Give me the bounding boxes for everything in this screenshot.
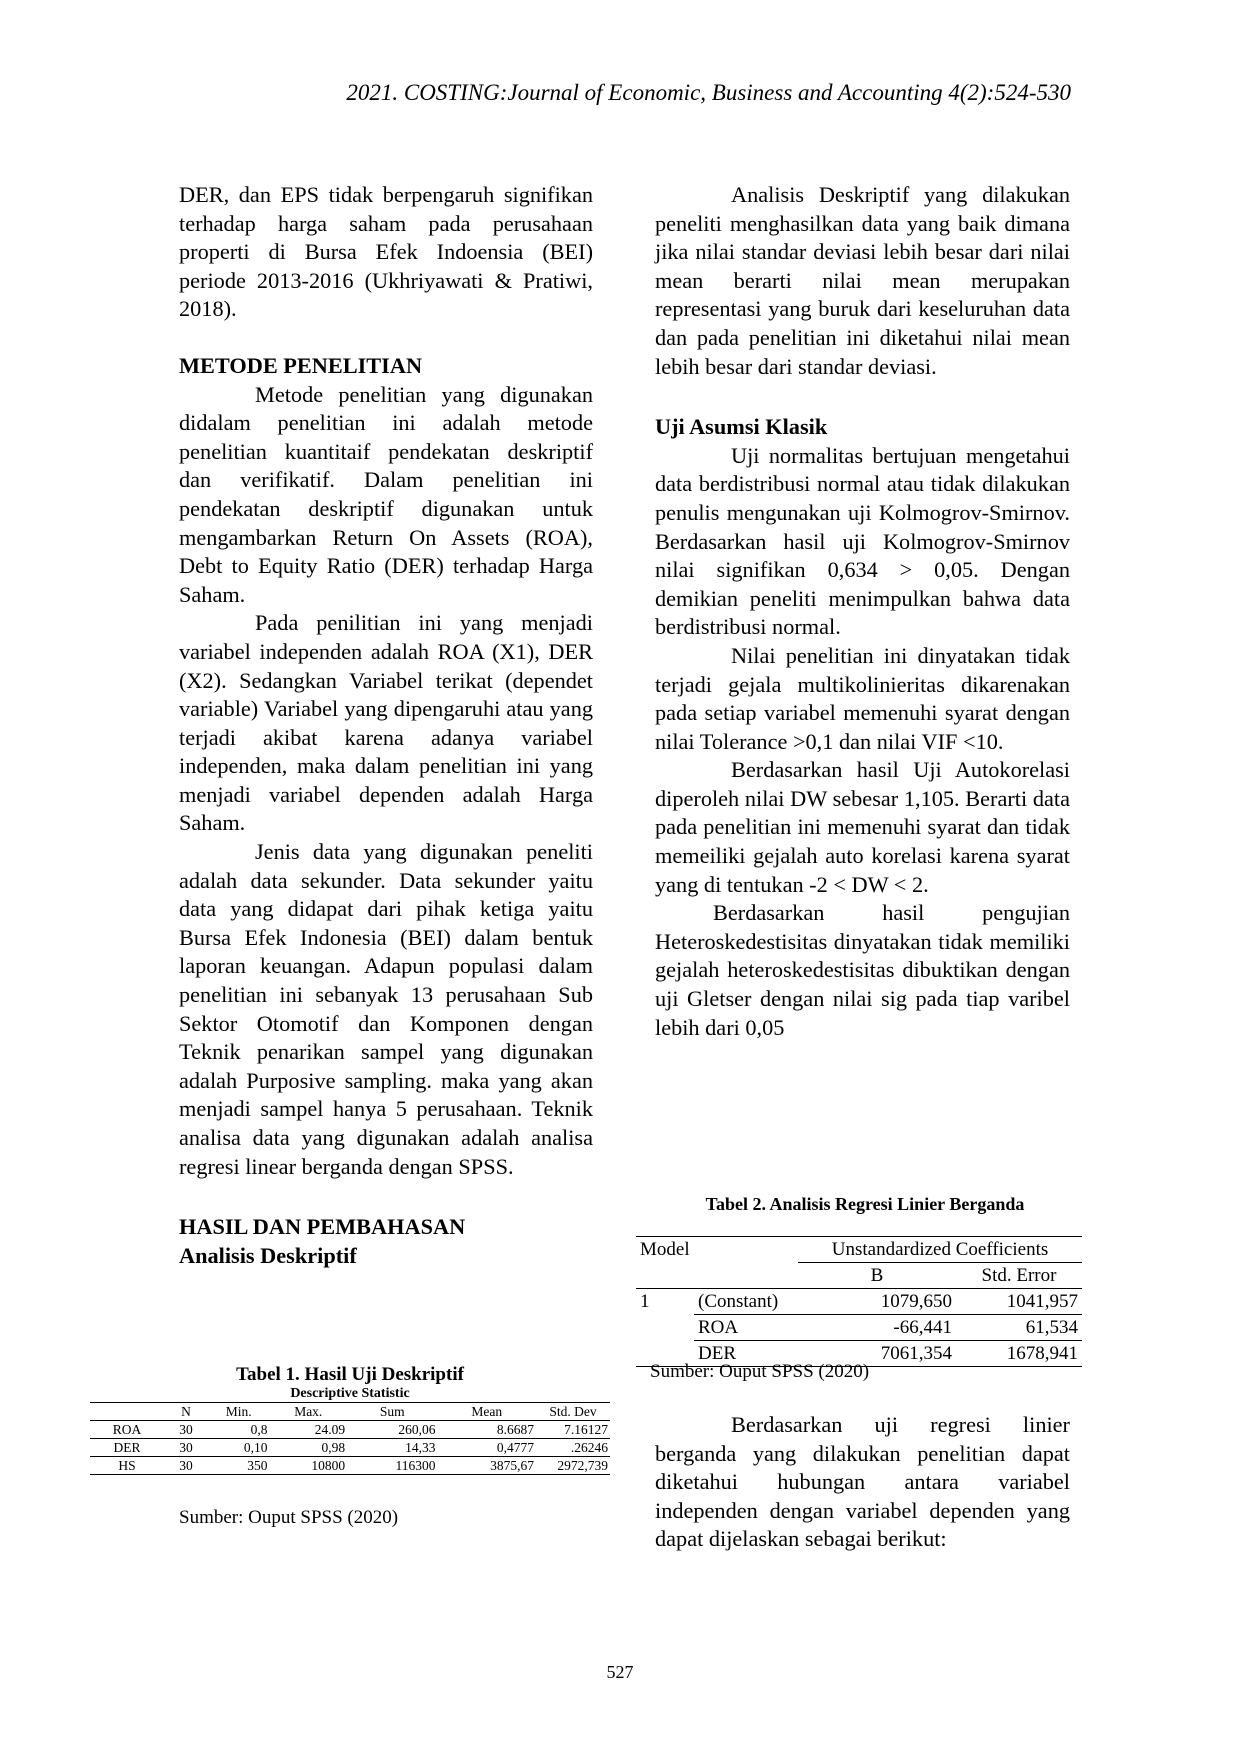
table-cell: (Constant)	[694, 1289, 798, 1315]
table-header-b: B	[798, 1263, 956, 1289]
uji-paragraph-3: Berdasarkan hasil Uji Autokorelasi diperoleh nilai DW sebesar 1,105. Berarti data pada penelitian ini memenuhi syarat dan tidak memeiliki gejalah auto korelasi karena syarat yang di tentukan -2 < DW < 2.	[655, 757, 1070, 897]
table-cell: 0,10	[208, 1439, 269, 1457]
table-2-source: Sumber: Ouput SPSS (2020)	[650, 1361, 870, 1382]
table-cell: 1079,650	[798, 1289, 956, 1315]
running-header: 2021. COSTING:Journal of Economic, Business and Accounting 4(2):524-530	[346, 80, 1071, 105]
table-cell: 7.16127	[536, 1421, 610, 1439]
table-cell: 350	[208, 1457, 269, 1475]
table-1-title: Tabel 1. Hasil Uji Deskriptif	[236, 1364, 464, 1385]
table-header-model: Model	[636, 1237, 798, 1263]
uji-paragraph-4: Berdasarkan hasil pengujian Heteroskedestisitas dinyatakan tidak memiliki gejalah heteroskedestisitas dibuktikan dengan uji Gletser dengan nilai sig pada tiap varibel lebih dari 0,05	[655, 900, 1070, 1040]
table-cell: -66,441	[798, 1315, 956, 1341]
table-2-title: Tabel 2. Analisis Regresi Linier Berganda	[705, 1194, 1025, 1214]
page-number: 527	[606, 1662, 634, 1682]
table-row	[90, 1457, 610, 1475]
right-column-bottom	[655, 1411, 1070, 1554]
right-column	[655, 181, 1070, 1042]
table-cell: 116300	[347, 1457, 437, 1475]
table-header-se: Std. Error	[956, 1263, 1082, 1289]
table-row	[90, 1421, 610, 1439]
table-header-cell: Min.	[208, 1403, 269, 1421]
table-cell: 30	[164, 1457, 208, 1475]
left-column	[179, 181, 593, 1270]
table-cell: 1678,941	[956, 1341, 1082, 1367]
table-cell: 14,33	[347, 1439, 437, 1457]
table-cell: 24.09	[269, 1421, 347, 1439]
table-1-subtitle: Descriptive Statistic	[290, 1386, 410, 1401]
regression-table	[636, 1236, 1082, 1367]
table-cell: ROA	[90, 1421, 164, 1439]
table-header-cell	[90, 1403, 164, 1421]
regresi-paragraph: Berdasarkan uji regresi linier berganda yang dilakukan penelitian dapat diketahui hubungan antara variabel independen dengan variabel dependen yang dapat dijelaskan sebagai berikut:	[655, 1412, 1070, 1552]
table-cell: 0,98	[269, 1439, 347, 1457]
table-header-group: Unstandardized Coefficients	[798, 1237, 1082, 1263]
table-cell: ROA	[694, 1315, 798, 1341]
heading-metode: METODE PENELITIAN	[179, 352, 423, 378]
table-cell: .26246	[536, 1439, 610, 1457]
table-row	[636, 1315, 1082, 1341]
heading-hasil: HASIL DAN PEMBAHASAN	[179, 1214, 466, 1240]
table-cell: 61,534	[956, 1315, 1082, 1341]
table-cell: 3875,67	[438, 1457, 536, 1475]
table-header-cell: N	[164, 1403, 208, 1421]
table-cell: 2972,739	[536, 1457, 610, 1475]
table-header-cell: Mean	[438, 1403, 536, 1421]
table-header-cell: Max.	[269, 1403, 347, 1421]
table-cell: 0,8	[208, 1421, 269, 1439]
table-header-cell: Std. Dev	[536, 1403, 610, 1421]
table-row	[636, 1289, 1082, 1315]
table-cell: 30	[164, 1439, 208, 1457]
table-cell: 10800	[269, 1457, 347, 1475]
table-cell: 30	[164, 1421, 208, 1439]
heading-uji-asumsi: Uji Asumsi Klasik	[655, 414, 828, 440]
table-1	[90, 1364, 610, 1475]
table-cell: 0,4777	[438, 1439, 536, 1457]
table-cell-model: 1	[636, 1289, 694, 1315]
table-cell: 7061,354	[798, 1341, 956, 1367]
metode-paragraph-1: Metode penelitian yang digunakan didalam penelitian ini adalah metode penelitian kuantitaif pendekatan deskriptif dan verifikatif. Dalam penelitian ini pendekatan deskriptif digunakan untuk mengambarkan Return On Assets (ROA), Debt to Equity Ratio (DER) terhadap Harga Saham.	[179, 381, 593, 607]
table-1-source: Sumber: Ouput SPSS (2020)	[179, 1507, 399, 1528]
table-cell: 8.6687	[438, 1421, 536, 1439]
table-cell: HS	[90, 1457, 164, 1475]
table-header-cell: Sum	[347, 1403, 437, 1421]
table-row	[90, 1439, 610, 1457]
uji-paragraph-1: Uji normalitas bertujuan mengetahui data berdistribusi normal atau tidak dilakukan penulis mengunakan uji Kolmogrov-Smirnov. Berdasarkan hasil uji Kolmogrov-Smirnov nilai signifikan 0,634 > 0,05. Dengan demikian peneliti menimpulkan bahwa data berdistribusi normal.	[655, 442, 1070, 640]
metode-paragraph-3: Jenis data yang digunakan peneliti adalah data sekunder. Data sekunder yaitu data yang didapat dari pihak ketiga yaitu Bursa Efek Indonesia (BEI) dalam bentuk laporan keuangan. Adapun populasi dalam penelitian ini sebanyak 13 perusahaan Sub Sektor Otomotif dan Komponen dengan Teknik penarikan sampel yang digunakan adalah Purposive sampling. maka yang akan menjadi sampel hanya 5 perusahaan. Teknik analisa data yang digunakan adalah analisa regresi linear berganda dengan SPSS.	[179, 839, 593, 1179]
intro-paragraph: DER, dan EPS tidak berpengaruh signifikan terhadap harga saham pada perusahaan properti di Bursa Efek Indoensia (BEI) periode 2013-2016 (Ukhriyawati & Pratiwi, 2018).	[179, 182, 593, 322]
uji-paragraph-2: Nilai penelitian ini dinyatakan tidak terjadi gejala multikolinieritas dikarenakan pada setiap variabel memenuhi syarat dengan nilai Tolerance >0,1 dan nilai VIF <10.	[655, 642, 1070, 754]
table-cell: DER	[90, 1439, 164, 1457]
table-2	[636, 1236, 1082, 1367]
table-cell: DER	[694, 1341, 798, 1367]
subheading-analisis: Analisis Deskriptif	[179, 1242, 357, 1268]
deskriptif-paragraph: Analisis Deskriptif yang dilakukan peneliti menghasilkan data yang baik dimana jika nilai standar deviasi lebih besar dari nilai mean berarti nilai mean merupakan representasi yang buruk dari keseluruhan data dan pada penelitian ini diketahui nilai mean lebih besar dari standar deviasi.	[655, 182, 1070, 379]
metode-paragraph-2: Pada penilitian ini yang menjadi variabel independen adalah ROA (X1), DER (X2). Sedangkan Variabel terikat (dependet variable) Variabel yang dipengaruhi atau yang terjadi akibat karena adanya variabel independen, maka dalam penelitian ini yang menjadi variabel dependen adalah Harga Saham.	[179, 610, 593, 836]
descriptive-table	[90, 1402, 610, 1475]
table-cell: 260,06	[347, 1421, 437, 1439]
table-cell: 1041,957	[956, 1289, 1082, 1315]
